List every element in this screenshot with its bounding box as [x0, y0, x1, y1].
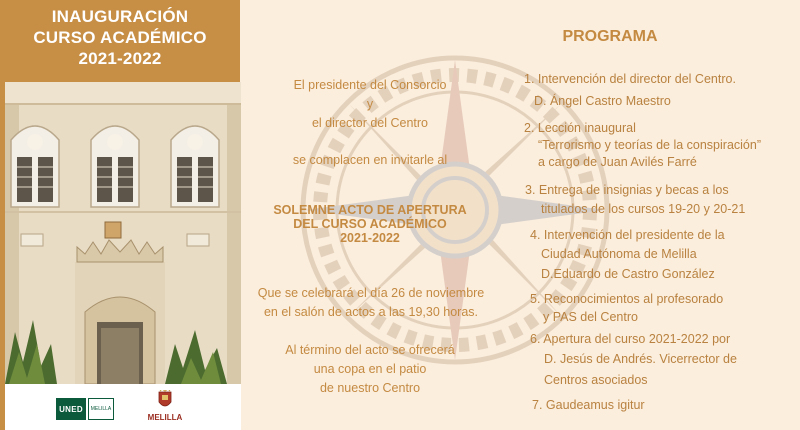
program-item: 6. Apertura del curso 2021-2022 por: [530, 332, 731, 346]
program-item: D. Ángel Castro Maestro: [534, 94, 671, 108]
program-item: 1. Intervención del director del Centro.: [524, 72, 736, 86]
invitation-line-4: se complacen en invitarle al: [292, 153, 448, 167]
melilla-logo-text: MELILLA: [147, 413, 183, 422]
program-item: 4. Intervención del presidente de la: [530, 228, 725, 242]
program-item: D.Eduardo de Castro González: [541, 267, 715, 281]
program-item: “Terrorismo y teorías de la conspiración”: [538, 138, 761, 152]
program-item: D. Jesús de Andrés. Vicerrector de: [544, 352, 737, 366]
program-item: 2. Lección inaugural: [524, 121, 636, 135]
program-item: 5. Reconocimientos al profesorado: [530, 292, 724, 306]
logo-strip: [5, 384, 241, 430]
headline-line-3: 2021-2022: [340, 231, 400, 245]
invitation-headline: [250, 203, 490, 245]
invitation-line-2: y: [366, 97, 374, 111]
invitation-intro: [250, 76, 490, 133]
cover-title: [0, 6, 240, 69]
uned-melilla-label: MELILLA: [88, 398, 114, 420]
program-item: 3. Entrega de insignias y becas a los: [525, 183, 729, 197]
invitation-date: [246, 284, 496, 322]
cover-title-line-1: INAUGURACIÓN: [51, 7, 189, 26]
closing-line-1: Al término del acto se ofrecerá: [285, 343, 455, 357]
program-item: 7. Gaudeamus igitur: [532, 398, 645, 412]
cover-title-line-3: 2021-2022: [78, 49, 162, 68]
date-line-1: Que se celebrará el día 26 de noviembre: [257, 286, 485, 300]
program-item: Ciudad Autónoma de Melilla: [541, 247, 697, 261]
invitation-line-1: El presidente del Consorcio: [293, 78, 447, 92]
program-item: a cargo de Juan Avilés Farré: [538, 155, 697, 169]
headline-line-2: DEL CURSO ACADÉMICO: [293, 217, 447, 231]
closing-line-2: una copa en el patio: [313, 362, 427, 376]
invitation-closing: [250, 341, 490, 398]
program-item: titulados de los cursos 19-20 y 20-21: [541, 202, 746, 216]
cover-title-line-2: CURSO ACADÉMICO: [33, 28, 207, 47]
melilla-crest-icon: [150, 390, 180, 412]
invitation-line-3: el director del Centro: [311, 116, 429, 130]
uned-logo: UNED: [56, 398, 86, 420]
program-item: Centros asociados: [544, 373, 648, 387]
program-title: PROGRAMA: [562, 28, 658, 45]
date-line-2: en el salón de actos a las 19,30 horas.: [263, 305, 479, 319]
building-facade-illustration: [5, 82, 241, 384]
building-photo: [5, 82, 241, 384]
headline-line-1: SOLEMNE ACTO DE APERTURA: [273, 203, 467, 217]
program-item: y PAS del Centro: [543, 310, 638, 324]
closing-line-3: de nuestro Centro: [319, 381, 421, 395]
